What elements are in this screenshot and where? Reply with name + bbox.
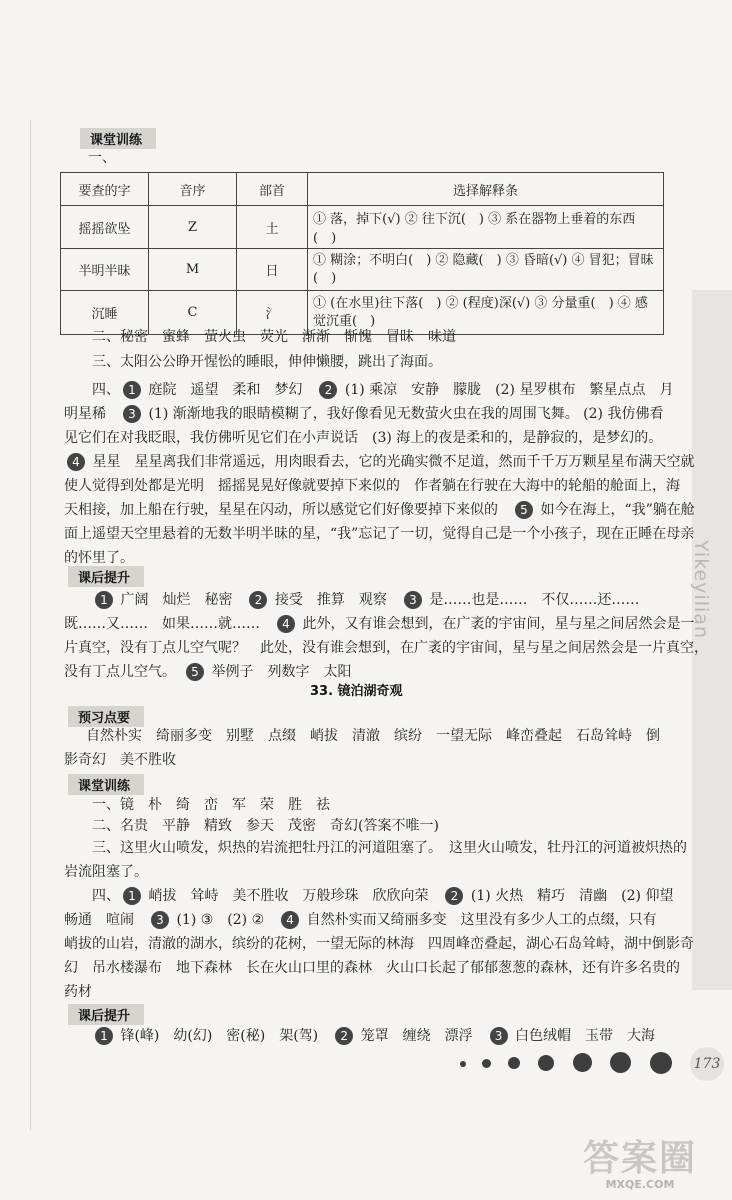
answer-line: 的怀里了。	[64, 550, 134, 566]
step-number-badge: 1	[123, 887, 141, 905]
step-number-badge: 2	[319, 381, 337, 399]
answer-line: 1 广阔 灿烂 秘密 2 接受 推算 观察 3 是……也是…… 不仅……还……	[92, 590, 639, 610]
answer-line: 四、 1 峭拔 耸峙 美不胜收 万般珍珠 欣欣向荣 2 (1) 火热 精巧 清幽 (2) 仰望	[92, 888, 674, 904]
answer-line: 四、 1 庭院 遥望 柔和 梦幻 2 (1) 乘凉 安静 朦胧 (2) 星罗棋布 繁星点点 月	[92, 382, 674, 398]
section-header-after-class: 课后提升	[68, 566, 144, 587]
answer-line: 片真空，没有丁点儿空气呢？ 此处，没有谁会想到，在广袤的宇宙间，星与星之间居然会是一片真空，	[64, 640, 708, 656]
answer-line: 三、太阳公公睁开惺忪的睡眼，伸伸懒腰，跳出了海面。	[92, 354, 442, 370]
section-header-after-class: 课后提升	[68, 1004, 144, 1025]
decorative-dot	[460, 1061, 466, 1067]
table-cell-word: 半明半昧	[61, 249, 149, 291]
step-number-badge: 2	[445, 887, 463, 905]
decorative-dot	[650, 1052, 672, 1074]
table-cell-radical: 氵	[237, 291, 308, 335]
step-number-badge: 3	[151, 911, 169, 929]
answer-line: 畅通 喧闹 3 (1) ③ (2) ② 4 自然朴实而又绮丽多变 这里没有多少人工的点缀，只有	[64, 912, 657, 928]
table-row	[61, 206, 664, 249]
margin-rule	[30, 120, 31, 1130]
table-header-row	[61, 173, 664, 206]
step-number-badge: 1	[123, 381, 141, 399]
section-header-preview: 预习点要	[68, 706, 144, 727]
answer-line: 没有丁点儿空气。 5 举例子 列数字 太阳	[64, 664, 352, 680]
step-number-badge: 5	[186, 663, 204, 681]
table-cell-radical: 土	[237, 206, 308, 249]
lesson-title: 33. 镜泊湖奇观	[310, 684, 403, 699]
watermark-chars: 答案圈	[582, 1138, 697, 1179]
table-cell-options: ① 糊涂；不明白( ) ② 隐藏( ) ③ 昏暗(√) ④ 冒犯；冒昧( )	[308, 249, 664, 291]
page-dots-decoration	[460, 1052, 700, 1076]
decorative-dot	[508, 1057, 520, 1069]
table-header: 部首	[237, 173, 308, 206]
dictionary-table	[60, 172, 664, 335]
table-row-label: 一、	[88, 150, 116, 166]
table-cell-word: 摇摇欲坠	[61, 206, 149, 249]
answer-line: 岩流阻塞了。	[64, 864, 148, 880]
answer-line: 既……又…… 如果……就…… 4 此外，又有谁会想到，在广袤的宇宙间，星与星之间居然会是一	[64, 616, 695, 632]
table-cell-seq: Z	[149, 206, 237, 249]
answer-line: 使人觉得到处都是光明 摇摇晃晃好像就要掉下来似的 作者躺在行驶在大海中的轮船的舱面上，海	[64, 478, 680, 494]
table-header: 选择解释条	[308, 173, 664, 206]
table-row	[61, 249, 664, 291]
answer-line: 一、镜 朴 绮 峦 军 荣 胜 祛	[92, 797, 330, 813]
table-header: 音序	[149, 173, 237, 206]
watermark-url: MXQE.COM	[605, 1178, 675, 1191]
step-number-badge: 3	[490, 1027, 508, 1045]
step-number-badge: 4	[67, 453, 85, 471]
table-header: 要查的字	[61, 173, 149, 206]
step-number-badge: 3	[404, 591, 422, 609]
answer-line: 峭拔的山岩，清澈的湖水，缤纷的花树，一望无际的林海 四周峰峦叠起，湖心石岛耸峙，湖中倒影奇	[64, 936, 694, 952]
answer-line: 见它们在对我眨眼，我仿佛听见它们在小声说话 (3) 海上的夜是柔和的，是静寂的，是梦幻的。	[64, 430, 663, 446]
table-cell-seq: M	[149, 249, 237, 291]
answer-line: 二、秘密 蜜蜂 萤火虫 荧光 渐渐 惭愧 冒昧 味道	[92, 329, 456, 345]
step-number-badge: 4	[277, 615, 295, 633]
step-number-badge: 4	[281, 911, 299, 929]
decorative-dot	[538, 1055, 554, 1071]
answer-line: 面上遥望天空里悬着的无数半明半昧的星，“我”忘记了一切，觉得自己是一个小孩子，现在正睡在母亲	[64, 526, 695, 542]
answer-line: 药材	[64, 984, 92, 1000]
decorative-dot	[610, 1052, 631, 1073]
table-cell-word: 沉睡	[61, 291, 149, 335]
answer-line: 天相接，加上船在行驶，星星在闪动，所以感觉它们好像要掉下来似的 5 如今在海上，“我”躺在舱	[64, 502, 695, 518]
decorative-dot	[482, 1059, 491, 1068]
step-number-badge: 1	[95, 591, 113, 609]
answer-line: 二、名贵 平静 精致 参天 茂密 奇幻(答案不唯一)	[92, 818, 439, 834]
step-number-badge: 5	[515, 501, 533, 519]
step-number-badge: 3	[123, 405, 141, 423]
answer-line: 幻 吊水楼瀑布 地下森林 长在火山口里的森林 火山口长起了郁郁葱葱的森林，还有许多名贵的	[64, 960, 680, 976]
answer-line: 明星稀 3 (1) 渐渐地我的眼睛模糊了，我好像看见无数萤火虫在我的周围飞舞。 (2) 我仿佛看	[64, 406, 664, 422]
page-number: 173	[690, 1047, 724, 1081]
table-cell-options: ① 落，掉下(√) ② 往下沉( ) ③ 系在器物上垂着的东西( )	[308, 206, 664, 249]
section-header-classroom: 课堂训练	[80, 128, 156, 149]
answer-line: 1 锋(峰) 幼(幻) 密(秘) 架(驾) 2 笼罩 缠绕 漂浮 3 白色绒帽 玉带 大海	[92, 1026, 655, 1046]
answer-line: 影奇幻 美不胜收	[64, 752, 176, 768]
table-cell-seq: C	[149, 291, 237, 335]
step-number-badge: 2	[249, 591, 267, 609]
watermark-logo	[555, 1140, 725, 1196]
table-cell-radical: 日	[237, 249, 308, 291]
step-number-badge: 2	[335, 1027, 353, 1045]
step-number-badge: 1	[95, 1027, 113, 1045]
answer-line: 三、这里火山喷发，炽热的岩流把牡丹江的河道阻塞了。 这里火山喷发，牡丹江的河道被炽热的	[92, 840, 687, 856]
section-header-classroom: 课堂训练	[68, 774, 144, 795]
table-cell-options: ① (在水里)往下落( ) ② (程度)深(√) ③ 分量重( ) ④ 感觉沉重( )	[308, 291, 664, 335]
answer-line: 4 星星 星星离我们非常遥远，用肉眼看去，它的光确实微不足道，然而千千万万颗星星布满天空就	[64, 452, 694, 472]
answer-line: 自然朴实 绮丽多变 别墅 点缀 峭拔 清澈 缤纷 一望无际 峰峦叠起 石岛耸峙 倒	[86, 728, 660, 744]
decorative-dot	[573, 1053, 592, 1072]
sidebar-brand-text: Yikeyilian	[690, 540, 712, 639]
